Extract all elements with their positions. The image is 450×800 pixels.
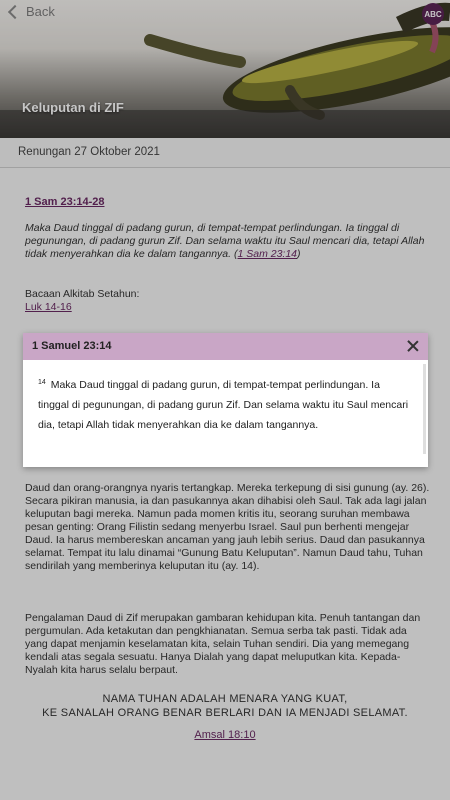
popup-title: 1 Samuel 23:14 <box>32 340 112 352</box>
popup-verse <box>38 373 410 435</box>
quote-reference-link[interactable]: Amsal 18:10 <box>194 729 256 741</box>
app-logo[interactable]: ABC <box>422 3 444 25</box>
quote-line-1: NAMA TUHAN ADALAH MENARA YANG KUAT, <box>102 693 348 705</box>
verse-text: Maka Daud tinggal di padang gurun, di tempat-tempat perlindungan. Ia tinggal di pegunungan, di padang gurun Zif. Dan selama waktu itu Saul mencari dia, tetapi Allah tidak menyerahkan dia ke dalam tangannya. <box>38 379 409 431</box>
key-verse-ref-link[interactable]: 1 Sam 23:14 <box>237 248 298 260</box>
close-icon[interactable] <box>407 340 419 352</box>
verse-popup <box>23 333 428 467</box>
scripture-reference-link[interactable]: 1 Sam 23:14-28 <box>25 196 105 208</box>
quote-line-2: KE SANALAH ORANG BENAR BERLARI DAN IA MENJADI SELAMAT. <box>42 707 408 719</box>
paragraph-2: Pengalaman Daud di Zif merupakan gambaran kehidupan kita. Penuh tantangan dan pergumulan. Ada ketakutan dan pengkhianatan. Semua serba tak pasti. Tidak ada yang dapat menjamin keselamatan kita, selain Tuhan sendiri. Dia yang memegang kendali atas segala sesuatu. Hanya Dialah yang dapat meluputkan kita. Kepada-Nyalah kita harus selalu berpaut. <box>25 612 421 676</box>
paragraph-1: Daud dan orang-orangnya nyaris tertangkap. Mereka terkepung di sisi gunung (ay. 26). Secara pikiran manusia, ia dan pasukannya akan dihabisi oleh Saul. Tak ada lagi jalan keluputan bagi mereka. Namun pada momen kritis itu, seorang suruhan membawa pesan genting: Orang Filistin sedang menyerbu Israel. Saul pun berhenti mengejar Daud. Ia harus membereskan ancaman yang jauh lebih serius. Daud dan pasukannya selamat. Tempat itu lalu dinamai “Gunung Batu Keluputan”. Namun Daud tahu, Tuhan sendirilah yang memberinya keluputan itu (ay. 14). <box>25 482 430 572</box>
bible-reading-link[interactable]: Luk 14-16 <box>25 301 72 313</box>
popup-scrollbar[interactable] <box>423 364 426 454</box>
key-verse-body: Maka Daud tinggal di padang gurun, di tempat-tempat perlindungan. Ia tinggal di pegunungan, di padang gurun Zif. Dan selama waktu itu Saul mencari dia, tetapi Allah tidak menyerahkan dia ke dalam tangannya. <box>25 222 425 260</box>
back-label: Back <box>26 4 55 19</box>
page-title: Keluputan di ZIF <box>22 100 124 115</box>
key-verse-paren-close: ) <box>297 248 301 260</box>
key-verse-paren-open: ( <box>231 248 238 260</box>
devotion-date: Renungan 27 Oktober 2021 <box>18 146 160 158</box>
verse-number: 14 <box>38 379 46 386</box>
bible-reading-label: Bacaan Alkitab Setahun: <box>25 288 140 300</box>
popup-header <box>23 333 428 360</box>
